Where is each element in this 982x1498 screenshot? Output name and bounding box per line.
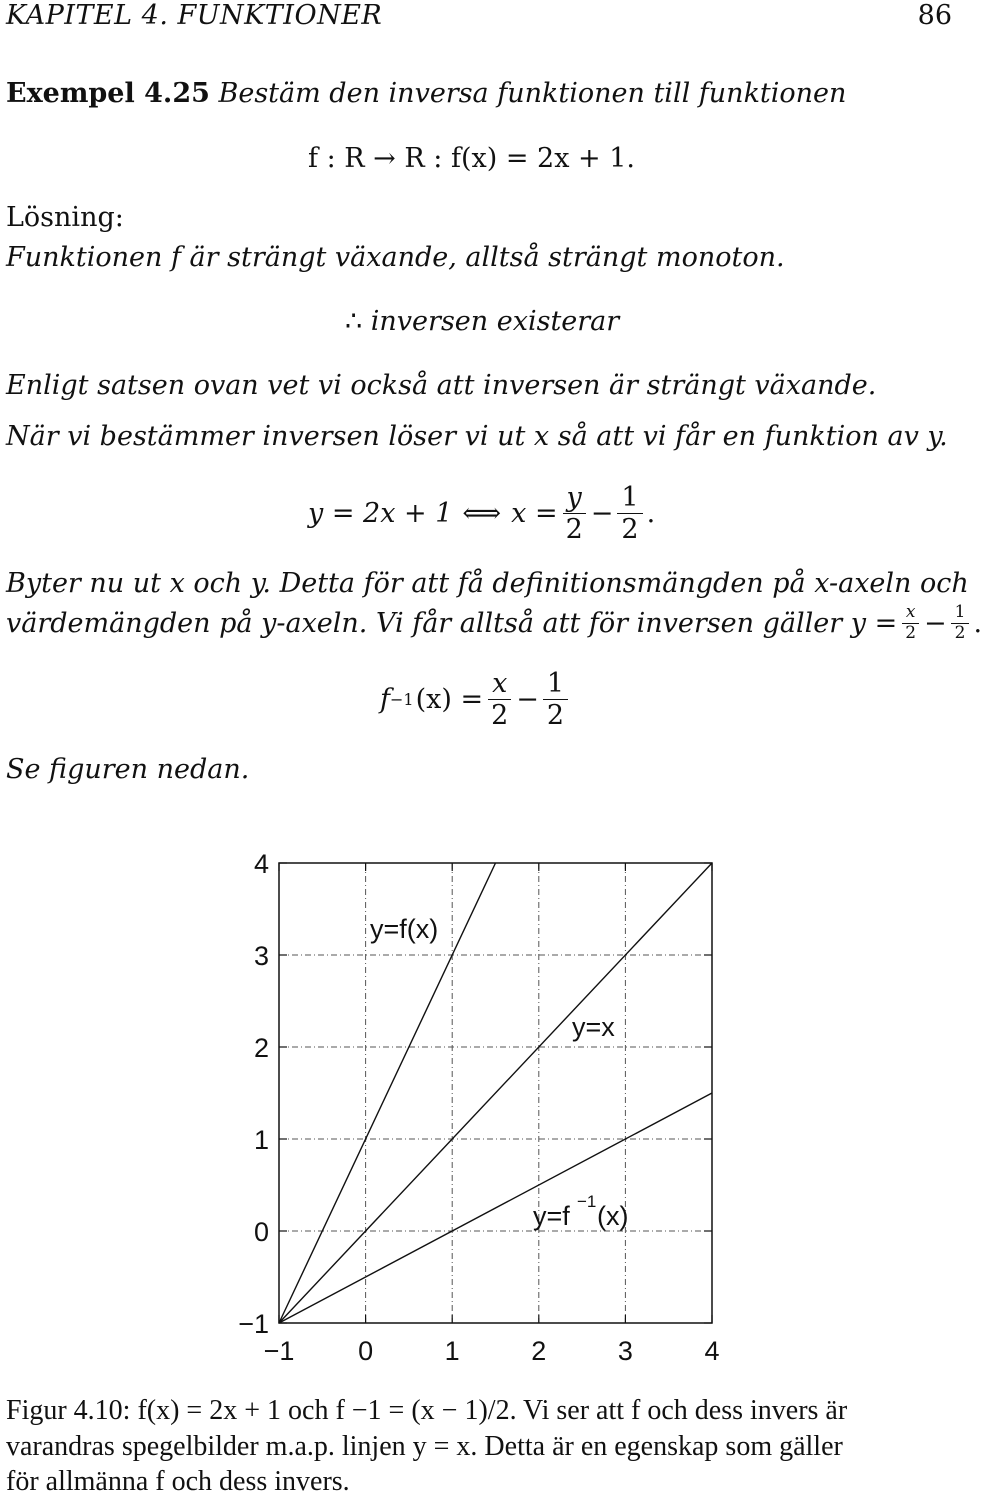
label-inverse-sup: −1 [577, 1192, 597, 1211]
y-tick-label: 0 [253, 1217, 269, 1247]
eq2-f: f [380, 684, 390, 716]
therefore-symbol: ∴ [345, 306, 363, 337]
eq2-den-2: 2 [546, 700, 565, 732]
function-definition: f : R → R : f(x) = 2x + 1. [308, 143, 635, 174]
eq2-num-2: 1 [543, 668, 568, 700]
x-tick-label: −1 [263, 1336, 295, 1366]
eq1-num-2: 1 [617, 482, 642, 514]
see-figure: Se figuren nedan. [6, 754, 250, 785]
eq2-minus: − [516, 684, 539, 716]
line5-end: . [973, 607, 982, 639]
solution-line-2: Enligt satsen ovan vet vi också att inversen är strängt växande. [6, 370, 877, 401]
solution-line-4: Byter nu ut x och y. Detta för att få definitionsmängden på x-axeln och [6, 568, 969, 599]
line5-num-1: x [902, 603, 920, 624]
eq1-left: y = 2x + 1 [308, 498, 453, 530]
eq2-den-1: 2 [491, 700, 509, 732]
label-identity: y=x [572, 1012, 615, 1042]
x-tick-label: 3 [617, 1336, 633, 1366]
solution-heading: Lösning: [6, 202, 124, 233]
x-tick-label: 2 [531, 1336, 547, 1366]
solution-line-1: Funktionen f är strängt växande, alltså strängt monoton. [6, 242, 785, 273]
line-identity [279, 863, 712, 1323]
therefore-text: inversen existerar [370, 306, 620, 337]
page-number: 86 [917, 0, 952, 31]
eq1-den-1: 2 [565, 514, 583, 546]
y-tick-label: −1 [238, 1309, 269, 1339]
y-tick-label: 3 [253, 941, 269, 971]
label-f: y=f(x) [370, 914, 439, 944]
figure-caption-line-2: varandras spegelbilder m.a.p. linjen y = x. Detta är en egenskap som gäller [6, 1431, 843, 1462]
figure-caption-line-3: för allmänna f och dess invers. [6, 1466, 350, 1497]
chapter-header: KAPITEL 4. FUNKTIONER [6, 0, 383, 31]
eq1-right: x = [511, 498, 558, 530]
eq2-sup: −1 [390, 690, 414, 710]
line5-den-2: 2 [954, 622, 966, 643]
solution-line-5: värdemängden på y-axeln. Vi får alltså att för inversen gäller y = [6, 607, 898, 639]
x-tick-label: 0 [358, 1336, 374, 1366]
label-inverse-arg: (x) [597, 1201, 629, 1231]
example-text: Bestäm den inversa funktionen till funktionen [218, 78, 847, 109]
y-tick-label: 2 [253, 1033, 269, 1063]
eq1-den-2: 2 [621, 514, 639, 546]
eq2-num-1: x [488, 668, 511, 700]
x-tick-label: 1 [444, 1336, 460, 1366]
solution-line-3: När vi bestämmer inversen löser vi ut x så att vi får en funktion av y. [6, 421, 948, 452]
eq1-end: . [646, 498, 656, 530]
eq1-num-1: y [563, 482, 586, 514]
eq1-minus: − [590, 498, 614, 530]
x-tick-label: 4 [704, 1336, 720, 1366]
eq2-arg: (x) = [415, 684, 484, 716]
line5-num-2: 1 [951, 603, 970, 624]
equivalence-arrow: ⟺ [462, 498, 502, 530]
line-inverse [279, 1093, 712, 1323]
label-inverse: y=f [533, 1201, 570, 1231]
y-tick-label: 4 [253, 849, 269, 879]
figure-caption-line-1: Figur 4.10: f(x) = 2x + 1 och f −1 = (x − 1)/2. Vi ser att f och dess invers är [6, 1395, 848, 1426]
line5-den-1: 2 [905, 622, 917, 643]
y-tick-label: 1 [253, 1125, 269, 1155]
line5-minus: − [924, 607, 947, 639]
example-label: Exempel 4.25 [6, 78, 210, 109]
